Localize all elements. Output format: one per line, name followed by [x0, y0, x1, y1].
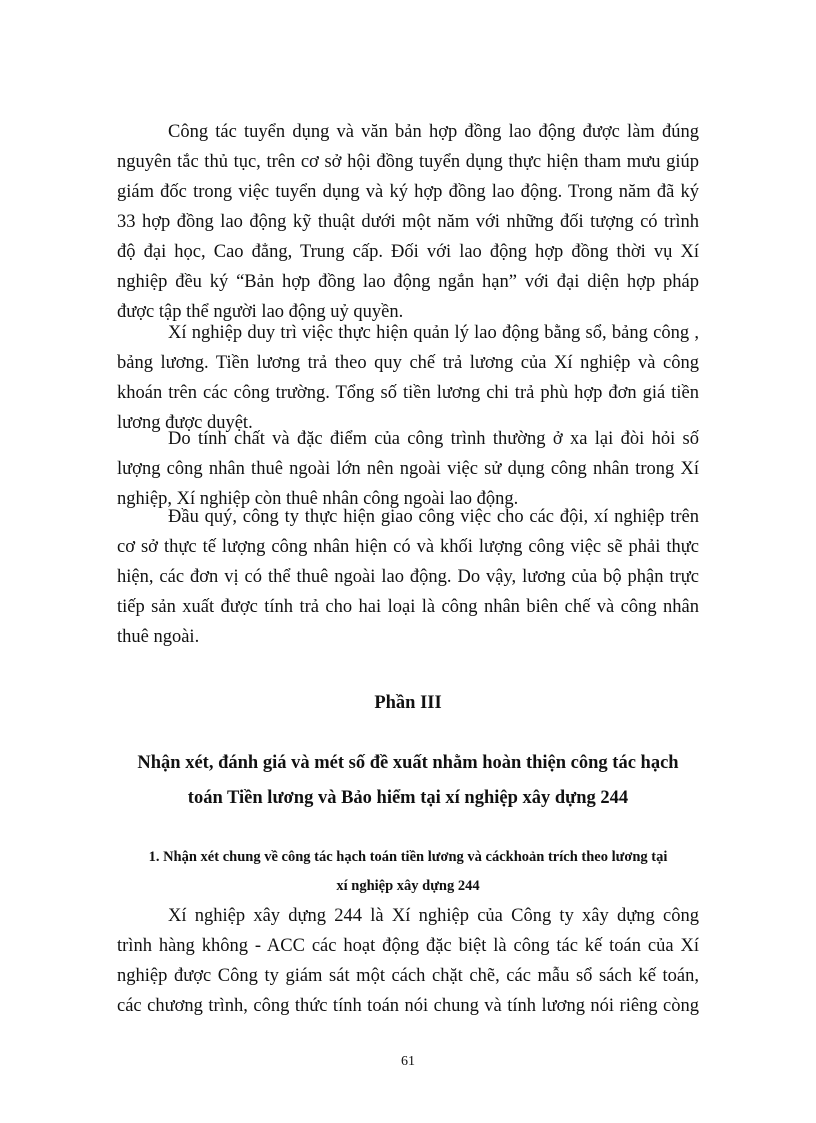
text-line: độ đại học, Cao đẳng, Trung cấp. Đối với lao động hợp đồng thời vụ Xí [117, 242, 699, 262]
text-line: các chương trình, công thức tính toán nói chung và tính lương nói riêng còng [117, 996, 699, 1016]
text-line: hiện, các đơn vị có thể thuê ngoài lao động. Do vậy, lương của bộ phận trực [117, 567, 699, 587]
text-line: bảng lương. Tiền lương trả theo quy chế trả lương của Xí nghiệp và công [117, 353, 699, 373]
text-line: được tập thể người lao động uỷ quyền. [117, 302, 404, 322]
text-line: lương được duyệt. [117, 413, 253, 433]
text-line: cơ sở thực tế lượng công nhân hiện có và khối lượng công việc sẽ phải thực [117, 537, 699, 557]
chapter-title-line: toán Tiền lương và Bảo hiểm tại xí nghiệp xây dựng 244 [187, 788, 629, 808]
chapter-title-line: Nhận xét, đánh giá và mét số đề xuất nhằm hoàn thiện công tác hạch [137, 753, 679, 773]
text-line: nghiệp, Xí nghiệp còn thuê nhân công ngoài lao động. [117, 489, 519, 509]
paragraph-recruitment [117, 117, 699, 327]
paragraph-enterprise-overview [117, 901, 699, 1021]
paragraph-outsourced-workers [117, 424, 699, 514]
text-line: nguyên tắc thủ tục, trên cơ sở hội đồng tuyển dụng thực hiện tham mưu giúp [117, 152, 699, 172]
paragraph-labor-management [117, 318, 699, 438]
text-line: nghiệp được Công ty giám sát một cách chặt chẽ, các mẫu sổ sách kế toán, [117, 966, 699, 986]
text-line: lượng công nhân thuê ngoài lớn nên ngoài việc sử dụng công nhân trong Xí [117, 459, 699, 479]
section-title-line: 1. Nhận xét chung về công tác hạch toán tiền lương và cáckhoản trích theo lương tại [148, 849, 668, 865]
text-line: Xí nghiệp duy trì việc thực hiện quản lý lao động bằng sổ, bảng công , [168, 323, 699, 343]
part-title: Phần III [374, 693, 442, 713]
text-line: 33 hợp đồng lao động kỹ thuật dưới một năm với những đối tượng có trình [117, 212, 699, 232]
text-line: Do tính chất và đặc điểm của công trình thường ở xa lại đòi hỏi số [168, 429, 699, 449]
text-line: trình hàng không - ACC các hoạt động đặc biệt là công tác kế toán của Xí [117, 936, 699, 956]
text-line: thuê ngoài. [117, 627, 200, 647]
page-number: 61 [401, 1054, 415, 1069]
text-line: giám đốc trong việc tuyển dụng và ký hợp đồng lao động. Trong năm đã ký [117, 182, 699, 202]
text-line: nghiệp đều ký “Bản hợp đồng lao động ngắn hạn” với đại diện hợp pháp [117, 272, 699, 292]
text-line: Công tác tuyển dụng và văn bản hợp đồng lao động được làm đúng [168, 122, 699, 142]
text-line: tiếp sản xuất được tính trả cho hai loại là công nhân biên chế và công nhân [117, 597, 699, 617]
text-line: Đầu quý, công ty thực hiện giao công việc cho các đội, xí nghiệp trên [168, 507, 699, 527]
paragraph-quarterly-assignment [117, 502, 699, 652]
text-line: Xí nghiệp xây dựng 244 là Xí nghiệp của Công ty xây dựng công [168, 906, 699, 926]
text-line: khoán trên các công trường. Tổng số tiền lương chi trả phù hợp đơn giá tiền [117, 383, 699, 403]
section-title-line: xí nghiệp xây dựng 244 [336, 878, 480, 894]
